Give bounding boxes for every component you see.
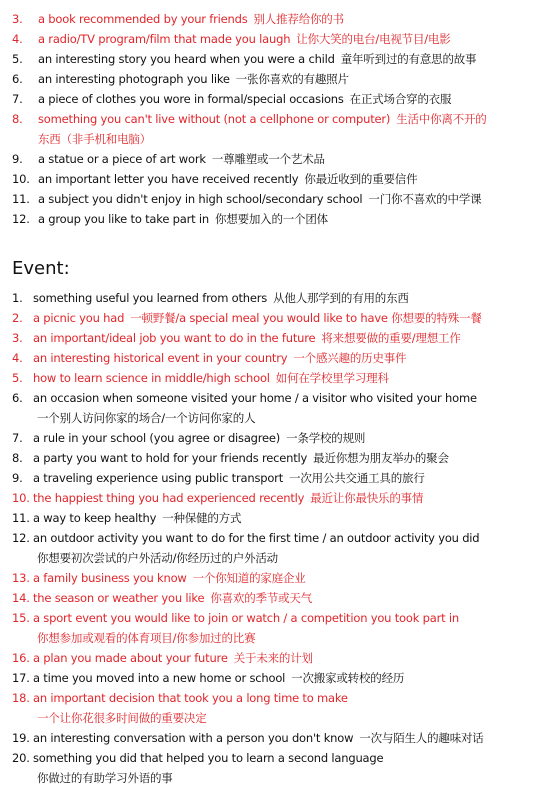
item-number: 12. (12, 531, 30, 545)
list-item (12, 468, 425, 488)
item-chinese-text: 关于未来的计划 (233, 651, 313, 665)
item-number: 10. (12, 172, 30, 186)
list-item (12, 29, 451, 49)
item-chinese-text: 最近你想为朋友举办的聚会 (313, 451, 449, 465)
item-english-text: a time you moved into a new home or school (33, 671, 286, 685)
item-chinese-text: 一尊雕塑或一个艺术品 (211, 152, 325, 166)
list-item (12, 528, 479, 548)
list-item (12, 368, 389, 388)
item-english-text: a family business you know (33, 571, 187, 585)
list-item (12, 49, 476, 69)
item-chinese-text: 将来想要做的重要/理想工作 (321, 331, 461, 345)
item-chinese-text: 你想要初次尝试的户外活动/你经历过的户外活动 (37, 551, 278, 565)
list-item (12, 688, 348, 708)
item-number: 5. (12, 52, 23, 66)
item-chinese-text: 如何在学校里学习理科 (275, 371, 389, 385)
item-english-text: a group you like to take part in (38, 212, 209, 226)
list-item (12, 149, 325, 169)
item-english-text: something you did that helped you to learn a second language (33, 751, 384, 765)
item-chinese-text: 你想要加入的一个团体 (214, 212, 328, 226)
item-number: 11. (12, 192, 30, 206)
list-item (12, 428, 365, 448)
item-number: 3. (12, 12, 23, 26)
list-item (12, 328, 461, 348)
list-item (12, 69, 349, 89)
item-english-text: a subject you didn't enjoy in high school/secondary school (38, 192, 363, 206)
item-number: 14. (12, 591, 30, 605)
item-chinese-text: 一条学校的规则 (286, 431, 366, 445)
item-number: 7. (12, 92, 23, 106)
item-number: 18. (12, 691, 30, 705)
item-english-text: a picnic you had (33, 311, 125, 325)
list-item (12, 448, 449, 468)
list-item-continuation (37, 548, 278, 568)
item-chinese-text: 一次搬家或转校的经历 (291, 671, 405, 685)
item-number: 9. (12, 471, 23, 485)
item-english-text: a statue or a piece of art work (38, 152, 206, 166)
item-english-text: an outdoor activity you want to do for the first time / an outdoor activity you did (33, 531, 480, 545)
item-chinese-text: 从他人那学到的有用的东西 (273, 291, 409, 305)
item-chinese-text: 一次用公共交通工具的旅行 (289, 471, 425, 485)
item-english-text: an important decision that took you a long time to make (33, 691, 348, 705)
item-number: 17. (12, 671, 30, 685)
list-item (12, 189, 481, 209)
item-english-text: a plan you made about your future (33, 651, 228, 665)
item-number: 7. (12, 431, 23, 445)
item-english-text: something you can't live without (not a cellphone or computer) (38, 112, 391, 126)
item-english-text: a rule in your school (you agree or disagree) (33, 431, 281, 445)
item-number: 19. (12, 731, 30, 745)
item-chinese-text: 让你大笑的电台/电视节目/电影 (296, 32, 451, 46)
item-number: 2. (12, 311, 23, 325)
item-english-text: a book recommended by your friends (38, 12, 248, 26)
item-english-text: an interesting photograph you like (38, 72, 230, 86)
list-item (12, 348, 406, 368)
item-english-text: an interesting conversation with a person you don't know (33, 731, 354, 745)
list-item (12, 169, 417, 189)
item-english-text: an occasion when someone visited your home / a visitor who visited your home (33, 391, 477, 405)
item-number: 1. (12, 291, 23, 305)
item-number: 8. (12, 451, 23, 465)
item-number: 6. (12, 72, 23, 86)
item-english-text: an important/ideal job you want to do in the future (33, 331, 316, 345)
item-chinese-text: 最近让你最快乐的事情 (310, 491, 424, 505)
item-english-text: the season or weather you like (33, 591, 205, 605)
list-item (12, 388, 477, 408)
list-item (12, 748, 383, 768)
item-chinese-text: 你喜欢的季节或天气 (210, 591, 313, 605)
item-english-text: an interesting historical event in your country (33, 351, 288, 365)
item-number: 15. (12, 611, 30, 625)
list-item-continuation (37, 768, 173, 788)
list-item (12, 288, 409, 308)
item-chinese-text: 你最近收到的重要信件 (304, 172, 418, 186)
item-chinese-text: 一个别人访问你家的场合/一个访问你家的人 (37, 411, 256, 425)
list-item (12, 668, 404, 688)
item-number: 6. (12, 391, 23, 405)
list-item (12, 648, 313, 668)
event-heading: Event: (12, 258, 70, 279)
item-number: 4. (12, 351, 23, 365)
item-english-text: an interesting story you heard when you were a child (38, 52, 335, 66)
item-chinese-text: 一顿野餐/a special meal you would like to have 你想要的特殊一餐 (130, 311, 482, 325)
list-item-continuation (38, 129, 151, 149)
item-chinese-text: 生活中你离不开的 (396, 112, 487, 126)
list-item (12, 9, 344, 29)
item-number: 5. (12, 371, 23, 385)
item-number: 12. (12, 212, 30, 226)
item-chinese-text: 童年听到过的有意思的故事 (340, 52, 477, 66)
list-item (12, 488, 423, 508)
item-number: 13. (12, 571, 30, 585)
item-chinese-text: 你想参加或观看的体育项目/你参加过的比赛 (37, 631, 256, 645)
item-english-text: a party you want to hold for your friends recently (33, 451, 308, 465)
item-number: 10. (12, 491, 30, 505)
item-chinese-text: 一门你不喜欢的中学课 (368, 192, 482, 206)
item-number: 11. (12, 511, 30, 525)
list-item (12, 508, 241, 528)
item-chinese-text: 你做过的有助学习外语的事 (37, 771, 173, 785)
item-english-text: a radio/TV program/film that made you laugh (38, 32, 291, 46)
item-english-text: a piece of clothes you wore in formal/special occasions (38, 92, 344, 106)
item-chinese-text: 一个让你花很多时间做的重要决定 (37, 711, 207, 725)
item-chinese-text: 别人推荐给你的书 (253, 12, 344, 26)
item-number: 3. (12, 331, 23, 345)
item-number: 4. (12, 32, 23, 46)
item-number: 20. (12, 751, 30, 765)
item-chinese-text: 一个你知道的家庭企业 (192, 571, 306, 585)
list-item (12, 728, 484, 748)
item-english-text: a traveling experience using public transport (33, 471, 284, 485)
item-english-text: the happiest thing you had experienced recently (33, 491, 305, 505)
list-item (12, 308, 482, 328)
item-chinese-text: 一次与陌生人的趣味对话 (359, 731, 484, 745)
item-chinese-text: 一张你喜欢的有趣照片 (235, 72, 349, 86)
item-english-text: an important letter you have received recently (38, 172, 299, 186)
item-chinese-text: 一个感兴趣的历史事件 (293, 351, 407, 365)
list-item (12, 568, 306, 588)
item-chinese-text: 一种保健的方式 (162, 511, 242, 525)
item-number: 9. (12, 152, 23, 166)
list-item-continuation (37, 628, 255, 648)
list-item (12, 588, 312, 608)
list-item-continuation (37, 408, 255, 428)
item-english-text: a sport event you would like to join or watch / a competition you took part in (33, 611, 459, 625)
list-item (12, 608, 459, 628)
list-item-continuation (37, 708, 207, 728)
item-english-text: a way to keep healthy (33, 511, 157, 525)
item-number: 8. (12, 112, 23, 126)
item-number: 16. (12, 651, 30, 665)
item-english-text: how to learn science in middle/high school (33, 371, 270, 385)
item-english-text: something useful you learned from others (33, 291, 268, 305)
list-item (12, 89, 451, 109)
item-chinese-text: 在正式场合穿的衣服 (349, 92, 452, 106)
list-item (12, 109, 487, 129)
item-chinese-text: 东西（非手机和电脑） (38, 132, 151, 146)
list-item (12, 209, 328, 229)
